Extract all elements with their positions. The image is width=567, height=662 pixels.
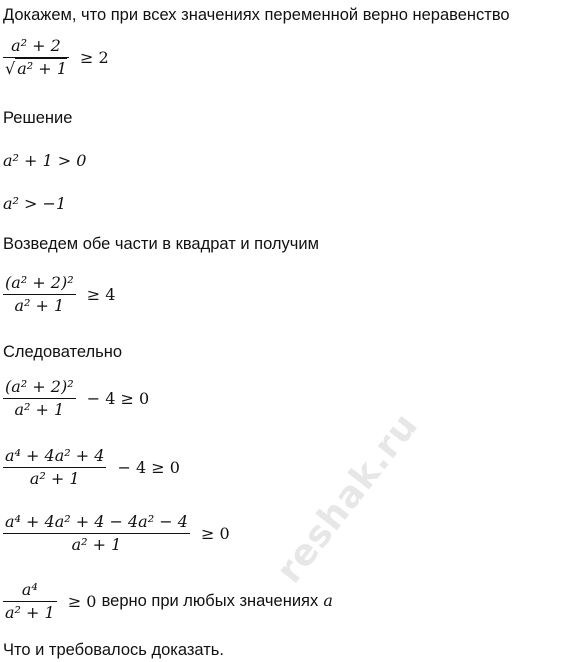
conclusion-text: Что и требовалось доказать. (3, 641, 224, 659)
relation: ≥ 0 (200, 524, 230, 543)
fraction (3, 512, 190, 555)
watermark-logo: reshak.ru (268, 405, 427, 591)
fraction (3, 273, 76, 316)
denominator (3, 59, 69, 79)
inequality-step-3 (3, 446, 180, 489)
denominator: a² + 1 (14, 296, 65, 315)
fraction (3, 580, 57, 623)
therefore-text: Следовательно (3, 343, 123, 361)
denominator: a² + 1 (71, 535, 122, 554)
denominator: a² + 1 (29, 469, 80, 488)
denominator: a² + 1 (5, 603, 55, 622)
final-tail-text: верно при любых значениях (101, 592, 319, 610)
heading: Докажем, что при всех значениях переменной верно неравенство (3, 6, 510, 24)
inequality-squared (3, 273, 115, 316)
numerator: a⁴ (21, 580, 38, 599)
relation: ≥ 4 (86, 285, 116, 304)
radicand: a² + 1 (17, 59, 67, 78)
inequality-original (3, 36, 109, 79)
fraction (3, 446, 106, 489)
numerator: a⁴ + 4a² + 4 (5, 446, 105, 465)
denominator: a² + 1 (14, 400, 65, 419)
inequality-final (3, 580, 333, 623)
numerator: a⁴ + 4a² + 4 − 4a² − 4 (5, 512, 188, 531)
relation: ≥ 0 (67, 592, 97, 611)
fraction (3, 36, 69, 79)
sqrt-sign: √ (5, 59, 16, 78)
step-1: a² + 1 > 0 (3, 151, 87, 170)
numerator: (a² + 2)² (5, 273, 74, 292)
relation: ≥ 2 (80, 48, 109, 67)
final-variable: a (323, 591, 333, 610)
numerator: (a² + 2)² (5, 377, 74, 396)
numerator: a² + 2 (11, 36, 61, 55)
fraction (3, 377, 76, 420)
solution-label: Решение (3, 109, 73, 127)
relation: − 4 ≥ 0 (86, 389, 150, 408)
step-2: a² > −1 (3, 194, 67, 213)
relation: − 4 ≥ 0 (117, 458, 180, 477)
inequality-step-2 (3, 377, 149, 420)
square-text: Возведем обе части в квадрат и получим (3, 235, 319, 253)
inequality-step-4 (3, 512, 230, 555)
